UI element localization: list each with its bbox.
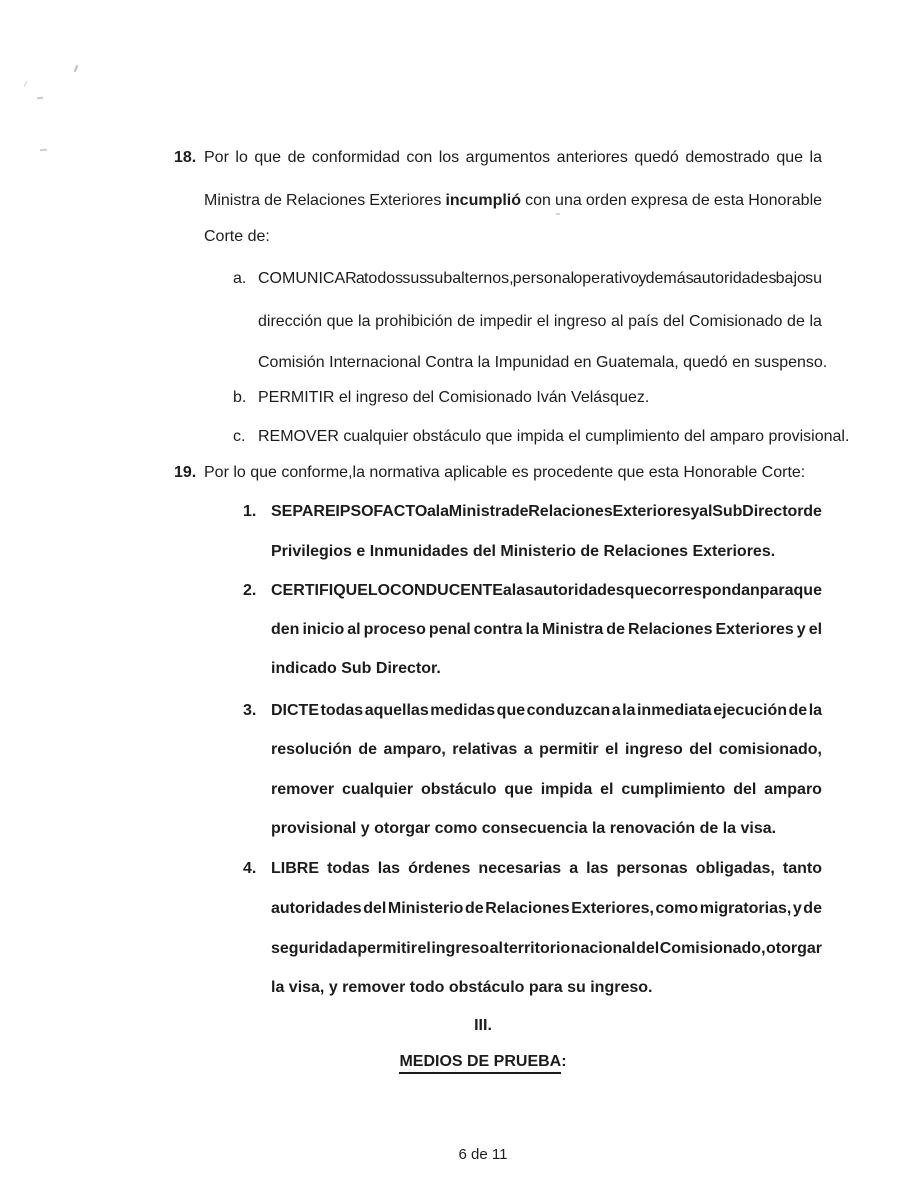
petition-4-line-1-text: LIBRE todas las órdenes necesarias a las personas obligadas, tanto [271, 860, 822, 877]
petition-3-line-4-text: provisional y otorgar como consecuencia la renovación de la visa. [271, 820, 777, 837]
subitem-a-marker: a. [233, 270, 247, 287]
petition-1-line-2 [271, 542, 822, 561]
petition-4-line-1 [243, 859, 822, 878]
item-18-line-2 [204, 191, 822, 210]
petition-3-line-3-text: remover cualquier obstáculo que impida el cumplimiento del amparo [271, 781, 822, 798]
subitem-a-line-3 [258, 353, 828, 372]
petition-2-line-3 [271, 659, 822, 678]
petition-2-line-1-text: CERTIFIQUE LO CONDUCENTE a las autoridades que correspondan para que [271, 582, 822, 599]
petition-4-line-3-text: seguridad a permitir el ingreso al territorio nacional del Comisionado, otorgar [271, 940, 823, 957]
item-19-line-1-text: Por lo que conforme,la normativa aplicable es procedente que esta Honorable Corte: [204, 464, 806, 481]
petition-3-line-4 [271, 819, 822, 838]
section-title-colon: : [561, 1053, 567, 1070]
petition-4-line-4 [271, 978, 822, 997]
petition-3-line-2-text: resolución de amparo, relativas a permitir el ingreso del comisionado, [271, 741, 822, 758]
section-title-text: MEDIOS DE PRUEBA [399, 1053, 561, 1074]
item-18-line-2-pre: Ministra de Relaciones Exteriores [204, 192, 446, 209]
petition-2-line-1 [243, 581, 822, 600]
scan-speck [40, 149, 47, 151]
subitem-a-line-2-text: dirección que la prohibición de impedir el ingreso al país del Comisionado de la [258, 313, 822, 330]
petition-3-line-3 [271, 780, 822, 799]
item-18-marker: 18. [174, 149, 197, 166]
subitem-b-marker: b. [233, 389, 247, 406]
petition-2-line-2 [271, 620, 822, 639]
subitem-b-line-1-text: PERMITIR el ingreso del Comisionado Iván Velásquez. [258, 389, 650, 406]
item-18-line-2-post: con una orden expresa de esta Honorable [521, 192, 823, 209]
scan-speck [74, 65, 78, 72]
petition-4-marker: 4. [243, 860, 257, 877]
petition-1-line-2-text: Privilegios e Inmunidades del Ministerio de Relaciones Exteriores. [271, 543, 776, 560]
petition-2-marker: 2. [243, 582, 257, 599]
item-19-marker: 19. [174, 464, 197, 481]
petition-4-line-3 [271, 939, 822, 958]
petition-1-marker: 1. [243, 503, 257, 520]
petition-4-line-2-text: autoridades del Ministerio de Relaciones Exteriores, como migratorias, y de [271, 900, 822, 917]
petition-2-line-2-text: den inicio al proceso penal contra la Ministra de Relaciones Exteriores y el [271, 621, 823, 638]
petition-3-marker: 3. [243, 702, 257, 719]
petition-3-line-1-text: DICTE todas aquellas medidas que conduzcan a la inmediata ejecución de la [271, 702, 823, 719]
section-numeral: III. [474, 1017, 492, 1034]
subitem-c-line-1-text: REMOVER cualquier obstáculo que impida el cumplimiento del amparo provisional. [258, 428, 850, 445]
petition-3-line-2 [271, 740, 822, 759]
subitem-c-marker: c. [233, 428, 246, 445]
scan-speck [556, 213, 560, 215]
item-18-line-1 [174, 148, 822, 167]
item-18-line-3-text: Corte de: [204, 228, 270, 245]
item-18-line-3 [204, 227, 822, 246]
petition-1-line-1 [243, 502, 822, 521]
subitem-a-line-1 [233, 269, 823, 288]
petition-4-line-4-text: la visa, y remover todo obstáculo para su ingreso. [271, 979, 653, 996]
item-19-line-1 [174, 463, 822, 482]
item-18-line-1-text: Por lo que de conformidad con los argumentos anteriores quedó demostrado que la [204, 149, 822, 166]
petition-1-line-1-text: SEPARE IPSO FACTO a la Ministra de Relaciones Exteriores y al Sub Director de [271, 503, 822, 520]
petition-2-line-3-text: indicado Sub Director. [271, 660, 441, 677]
subitem-a-line-3-text: Comisión Internacional Contra la Impunidad en Guatemala, quedó en suspenso. [258, 354, 828, 371]
section-title [144, 1052, 822, 1071]
petition-4-line-2 [271, 899, 822, 918]
subitem-a-line-1-text: COMUNICAR a todos sus subalternos, personal operativo y demás autoridades bajo su [258, 270, 823, 287]
page-number: 6 de 11 [458, 1146, 508, 1163]
scan-speck [37, 97, 43, 100]
subitem-b-line-1 [233, 388, 822, 407]
subitem-c-line-1 [233, 427, 850, 446]
item-18-line-2-bold: incumplió [445, 192, 522, 209]
petition-3-line-1 [243, 701, 823, 720]
scan-speck [24, 81, 28, 87]
subitem-a-line-2 [258, 312, 822, 331]
